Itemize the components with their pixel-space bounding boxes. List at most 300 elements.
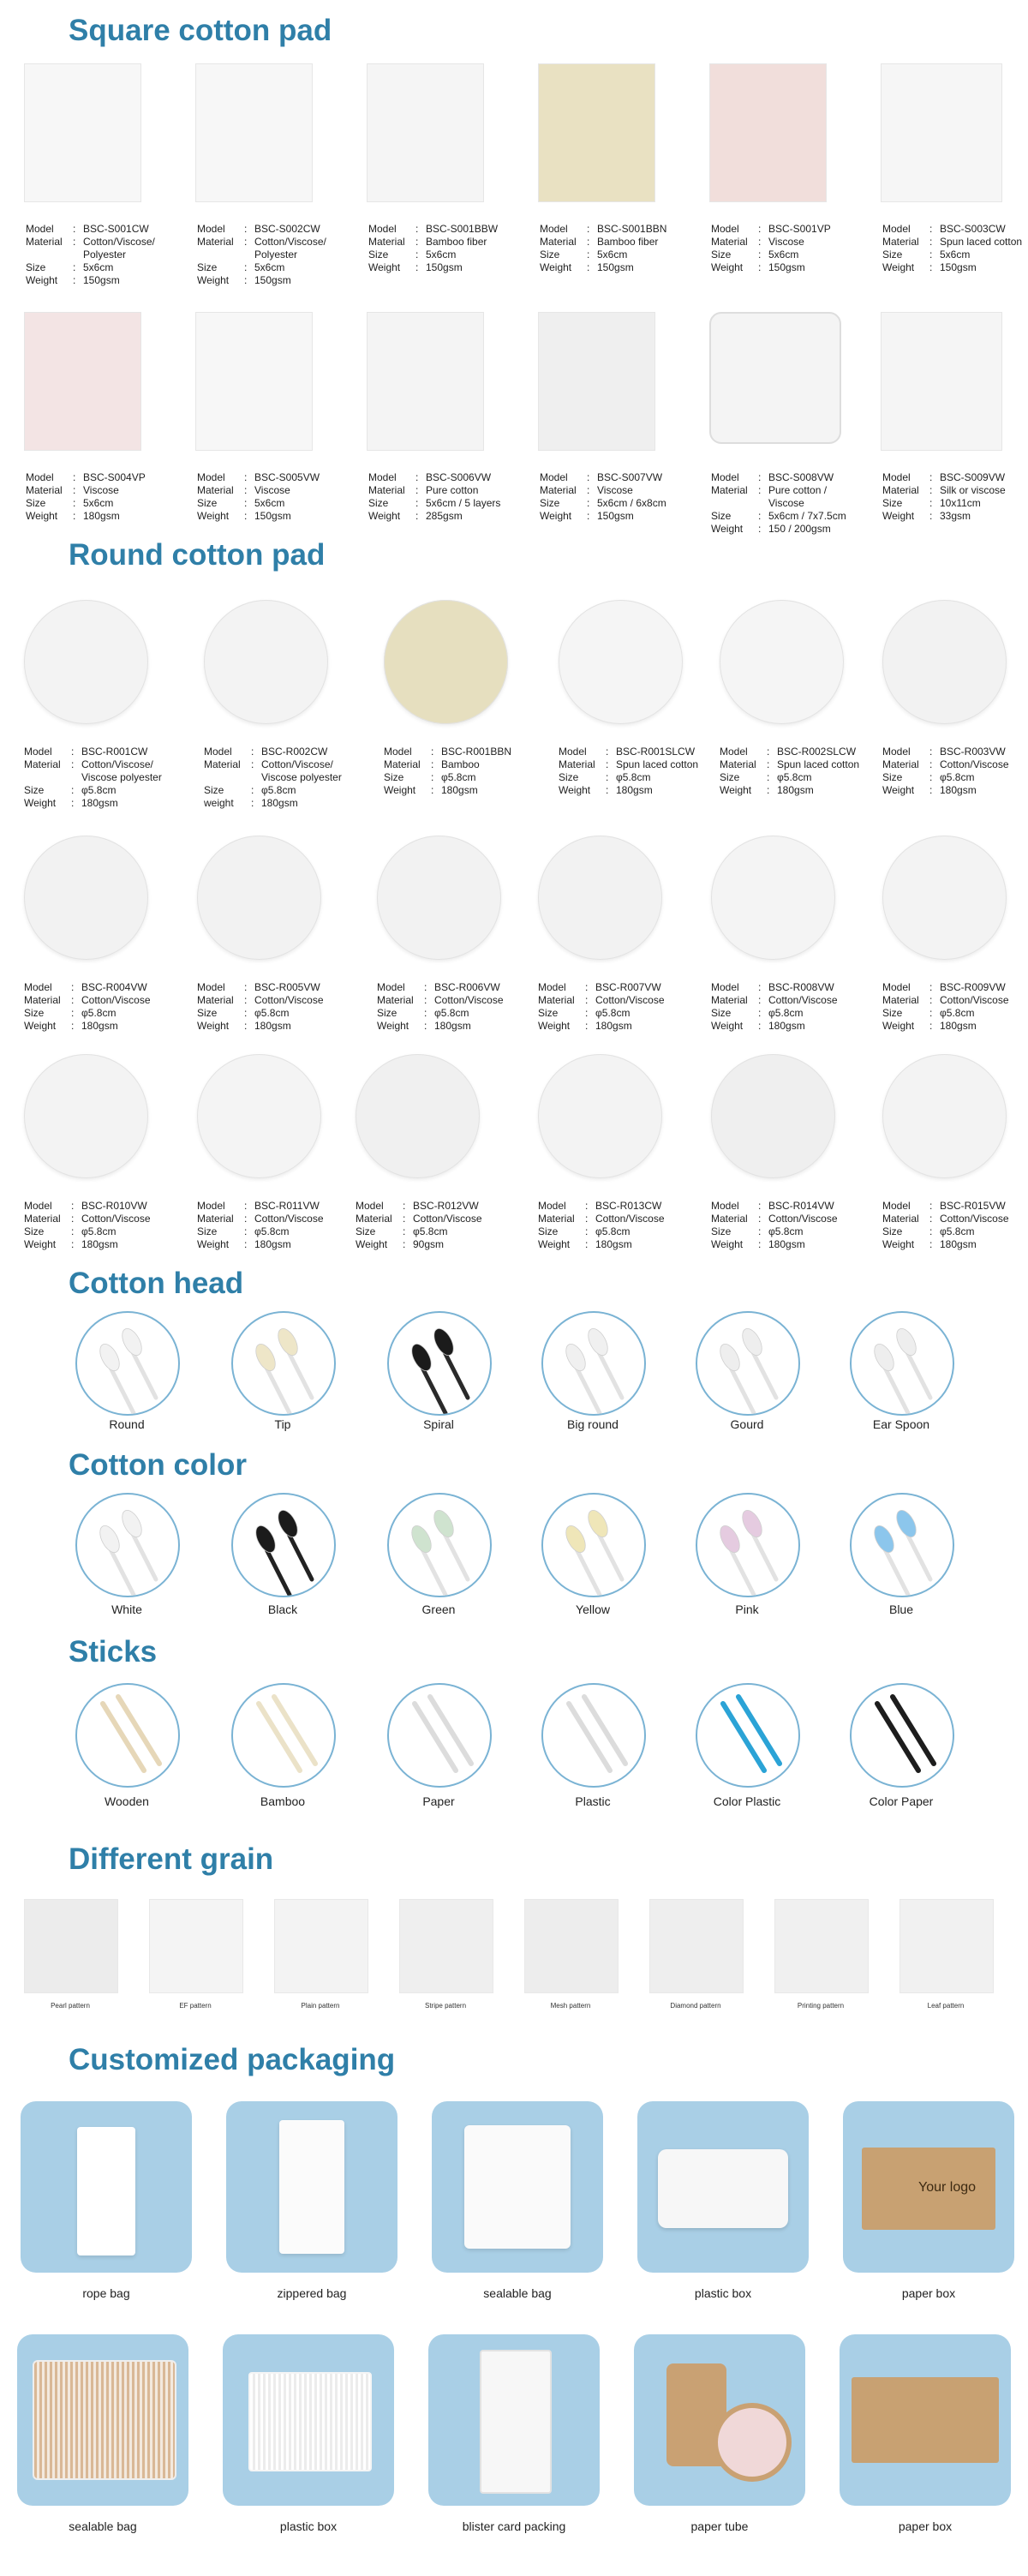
packaging-label: zippered bag — [277, 2286, 347, 2300]
spec-row — [720, 746, 859, 758]
swab-illustration — [77, 1495, 178, 1596]
spec-label: Model — [882, 981, 911, 993]
round-pad-image — [711, 1054, 835, 1178]
spec-row — [711, 1213, 838, 1225]
stick-shape — [730, 1366, 754, 1413]
spec-value-model: BSC-S005VW — [254, 471, 320, 483]
stick-shape — [906, 1351, 930, 1398]
spec-label: Weight — [882, 261, 915, 273]
square-pad-image — [881, 312, 1002, 451]
spec-label: Size — [711, 1225, 732, 1237]
spec-row — [559, 746, 698, 758]
spec-row — [720, 771, 859, 784]
spec-label: Model — [377, 981, 405, 993]
spec-block — [882, 223, 1022, 274]
spec-row — [882, 510, 1006, 523]
spec-label: Weight — [711, 1238, 744, 1250]
spec-block — [26, 471, 146, 523]
blister-card-shape — [480, 2350, 552, 2494]
stick-shape — [444, 1532, 468, 1579]
section-title-color: Cotton color — [69, 1448, 248, 1482]
cotton-tip-shape — [96, 1341, 123, 1374]
spec-colon: : — [73, 261, 76, 273]
spec-row — [882, 1007, 1009, 1020]
spec-row — [204, 758, 356, 784]
round-pad-image — [711, 836, 835, 960]
spec-colon: : — [606, 758, 609, 770]
spec-colon: : — [415, 223, 419, 235]
spec-value-material: Cotton/Viscose — [768, 994, 838, 1006]
spec-value-size: φ5.8cm — [254, 1007, 290, 1019]
spec-label: Material — [711, 484, 748, 496]
spec-value-size: φ5.8cm — [940, 1007, 975, 1019]
spec-row — [197, 510, 320, 523]
spec-value-weight: 150gsm — [940, 261, 977, 273]
spec-row — [711, 1007, 838, 1020]
spec-value-size: 5x6cm / 7x7.5cm — [768, 510, 846, 522]
spec-value-material: Cotton/Viscose/ Viscose polyester — [81, 758, 162, 783]
spec-value-size: φ5.8cm — [261, 784, 296, 796]
cotton-tip-shape — [118, 1507, 146, 1540]
spec-row — [377, 994, 504, 1007]
spec-value-size: φ5.8cm — [81, 1007, 117, 1019]
plastic-box-shape — [658, 2149, 788, 2228]
spec-colon: : — [71, 1225, 75, 1237]
cotton-tip-shape — [562, 1341, 589, 1374]
spec-colon: : — [431, 758, 434, 770]
spec-value-size: φ5.8cm — [81, 1225, 117, 1237]
spec-colon: : — [929, 497, 933, 509]
spec-row — [711, 223, 831, 236]
spec-row — [538, 1238, 665, 1251]
spec-label: Model — [720, 746, 748, 758]
sticks-item-image — [387, 1683, 492, 1788]
round-pad-card — [559, 600, 730, 806]
spec-colon: : — [71, 994, 75, 1006]
spec-label: Weight — [882, 1238, 915, 1250]
spec-colon: : — [244, 274, 248, 286]
stick-shape — [288, 1351, 312, 1398]
spec-label: Material — [26, 484, 63, 496]
spec-colon: : — [585, 1007, 589, 1019]
spec-colon: : — [244, 223, 248, 235]
spec-colon: : — [244, 1213, 248, 1225]
spec-label: Weight — [711, 261, 744, 273]
spec-colon: : — [929, 1007, 933, 1019]
spec-block — [204, 746, 356, 810]
spec-row — [197, 274, 349, 287]
spec-label: Material — [538, 994, 575, 1006]
spec-value-material: Cotton/Viscose — [940, 1213, 1009, 1225]
spec-row — [711, 1225, 838, 1238]
spec-colon: : — [758, 994, 762, 1006]
spec-value-material: Viscose — [597, 484, 633, 496]
swab-illustration — [852, 1313, 953, 1414]
spec-row — [882, 236, 1022, 249]
spec-colon: : — [758, 1213, 762, 1225]
stick-shape — [266, 1548, 290, 1595]
spec-value-size: φ5.8cm — [434, 1007, 469, 1019]
spec-colon: : — [251, 784, 254, 796]
spec-colon: : — [929, 1238, 933, 1250]
spec-label: Weight — [720, 784, 752, 796]
spec-block — [24, 746, 176, 810]
spec-row — [538, 981, 665, 994]
spec-colon: : — [244, 1238, 248, 1250]
stick-shape — [421, 1366, 445, 1413]
swab-illustration — [852, 1495, 953, 1596]
grain-label: Pearl pattern — [51, 2002, 90, 2010]
spec-row — [368, 510, 500, 523]
spec-row — [540, 249, 666, 261]
packaging-label: paper box — [898, 2519, 953, 2533]
sticks-label: Plastic — [575, 1794, 611, 1808]
spec-value-model: BSC-R015VW — [940, 1200, 1006, 1212]
spec-label: Size — [882, 1225, 903, 1237]
cotton-tip-shape — [96, 1523, 123, 1555]
spec-row — [24, 784, 176, 797]
spec-value-model: BSC-S004VP — [83, 471, 146, 483]
colors-item-image — [75, 1493, 180, 1597]
cotton-tip-shape — [252, 1341, 279, 1374]
grain-swatch — [649, 1899, 744, 1993]
spec-block — [720, 746, 859, 797]
spec-label: Material — [882, 994, 919, 1006]
stick-shape — [259, 1704, 300, 1770]
spec-value-model: BSC-S003CW — [940, 223, 1006, 235]
spec-value-size: φ5.8cm — [940, 771, 975, 783]
spec-value-weight: 33gsm — [940, 510, 971, 522]
spec-value-model: BSC-S006VW — [426, 471, 492, 483]
cotton-tip-shape — [252, 1523, 279, 1555]
spec-value-material: Viscose — [83, 484, 119, 496]
round-pad-image — [720, 600, 844, 724]
spec-row — [26, 223, 177, 236]
spec-colon: : — [403, 1238, 406, 1250]
square-pad-card — [881, 60, 1028, 283]
spec-value-material: Cotton/Viscose — [81, 994, 151, 1006]
spec-colon: : — [758, 484, 762, 496]
spec-row — [356, 1238, 482, 1251]
stick-shape — [415, 1704, 456, 1770]
spec-value-size: φ5.8cm — [254, 1225, 290, 1237]
spec-value-material: Cotton/Viscose/ Polyester — [254, 236, 326, 261]
spec-row — [24, 746, 176, 758]
spec-label: Size — [882, 1007, 903, 1019]
heads-item-image — [541, 1311, 646, 1416]
spec-row — [882, 758, 1009, 771]
spec-row — [882, 1200, 1009, 1213]
spec-block — [368, 223, 498, 274]
cotton-tip-shape — [274, 1326, 302, 1358]
spec-block — [882, 471, 1006, 523]
round-pad-image — [197, 836, 321, 960]
spec-row — [26, 484, 146, 497]
spec-colon: : — [244, 510, 248, 522]
sticks-label: Wooden — [105, 1794, 149, 1808]
spec-label: Size — [882, 771, 903, 783]
spec-value-weight: 150gsm — [768, 261, 805, 273]
stick-shape — [288, 1532, 312, 1579]
stick-shape — [569, 1704, 610, 1770]
spec-value-material: Cotton/Viscose — [254, 994, 324, 1006]
spec-row — [197, 1225, 324, 1238]
packaging-image — [223, 2334, 394, 2506]
spec-row — [384, 758, 511, 771]
packaging-label: paper box — [901, 2286, 956, 2300]
spec-value-material: Pure cotton / Viscose — [768, 484, 828, 509]
spec-value-model: BSC-S001BBN — [597, 223, 667, 235]
spec-label: Size — [197, 261, 218, 273]
spec-value-size: 5x6cm — [83, 497, 114, 509]
spec-colon: : — [431, 771, 434, 783]
swab-illustration — [233, 1313, 334, 1414]
spec-block — [711, 981, 838, 1033]
spec-colon: : — [587, 236, 590, 248]
spec-row — [368, 471, 500, 484]
spec-value-weight: 150gsm — [254, 510, 291, 522]
spec-row — [882, 223, 1022, 236]
packaging-label: sealable bag — [483, 2286, 552, 2300]
sticks-label: Paper — [422, 1794, 455, 1808]
spec-row — [540, 261, 666, 274]
spec-colon: : — [415, 249, 419, 261]
stick-shape — [576, 1366, 600, 1413]
spec-value-size: φ5.8cm — [777, 771, 812, 783]
section-title-head: Cotton head — [69, 1267, 244, 1300]
spec-colon: : — [585, 1238, 589, 1250]
spec-label: Material — [384, 758, 421, 770]
sealable-bag-shape — [464, 2125, 571, 2249]
spec-label: Material — [377, 994, 414, 1006]
packaging-label: plastic box — [279, 2519, 338, 2533]
spec-block — [540, 471, 666, 523]
spec-row — [711, 261, 831, 274]
spec-colon: : — [415, 484, 419, 496]
spec-colon: : — [244, 261, 248, 273]
spec-colon: : — [71, 1020, 75, 1032]
spec-label: Model — [26, 223, 54, 235]
round-pad-card — [197, 836, 368, 1041]
spec-value-model: BSC-R001CW — [81, 746, 148, 758]
cotton-tip-shape — [716, 1341, 744, 1374]
packaging-image — [226, 2101, 397, 2273]
spec-colon: : — [585, 981, 589, 993]
spec-colon: : — [585, 994, 589, 1006]
spec-row — [559, 758, 698, 771]
spec-block — [197, 1200, 324, 1251]
spec-colon: : — [415, 510, 419, 522]
heads-item-image — [387, 1311, 492, 1416]
spec-row — [540, 497, 666, 510]
spec-row — [24, 1238, 151, 1251]
spec-value-material: Silk or viscose — [940, 484, 1006, 496]
spec-row — [538, 1213, 665, 1225]
spec-label: Size — [540, 497, 560, 509]
spec-value-material: Spun laced cotton — [616, 758, 699, 770]
spec-colon: : — [758, 1020, 762, 1032]
spec-row — [197, 223, 349, 236]
spec-row — [24, 1225, 151, 1238]
spec-row — [882, 497, 1006, 510]
spec-colon: : — [403, 1225, 406, 1237]
spec-label: Material — [540, 484, 577, 496]
spec-colon: : — [929, 994, 933, 1006]
cotton-tip-shape — [408, 1341, 435, 1374]
spec-label: Weight — [26, 510, 58, 522]
square-pad-image — [538, 312, 655, 451]
packaging-label: rope bag — [82, 2286, 130, 2300]
spec-colon: : — [403, 1213, 406, 1225]
spec-row — [197, 1020, 324, 1033]
swab-illustration — [389, 1685, 490, 1786]
spec-block — [197, 223, 349, 287]
spec-label: Model — [368, 223, 397, 235]
spec-colon: : — [929, 1020, 933, 1032]
stick-shape — [132, 1532, 156, 1579]
spec-row — [197, 497, 320, 510]
colors-label: Yellow — [576, 1603, 610, 1616]
spec-value-model: BSC-S008VW — [768, 471, 834, 483]
colors-label: White — [111, 1603, 142, 1616]
spec-value-size: 5x6cm — [83, 261, 114, 273]
spec-label: Model — [882, 471, 911, 483]
spec-colon: : — [415, 261, 419, 273]
spec-value-weight: 180gsm — [83, 510, 120, 522]
spec-colon: : — [251, 797, 254, 809]
spec-label: Material — [711, 236, 748, 248]
spec-label: Size — [24, 1225, 45, 1237]
spec-label: Model — [538, 1200, 566, 1212]
spec-label: Weight — [356, 1238, 388, 1250]
cotton-tip-shape — [716, 1523, 744, 1555]
stick-shape — [110, 1548, 134, 1595]
spec-label: Weight — [711, 523, 744, 535]
spec-value-model: BSC-R014VW — [768, 1200, 834, 1212]
round-pad-image — [384, 600, 508, 724]
round-pad-card — [356, 1054, 527, 1260]
spec-label: Model — [24, 1200, 52, 1212]
spec-value-model: BSC-S007VW — [597, 471, 663, 483]
spec-label: Size — [356, 1225, 376, 1237]
spec-label: Weight — [377, 1020, 409, 1032]
spec-colon: : — [587, 510, 590, 522]
spec-colon: : — [424, 994, 427, 1006]
round-pad-card — [197, 1054, 368, 1260]
spec-block — [882, 746, 1009, 797]
spec-value-material: Spun laced cotton — [940, 236, 1023, 248]
stick-shape — [738, 1697, 780, 1764]
spec-value-model: BSC-S009VW — [940, 471, 1006, 483]
grain-label: Diamond pattern — [670, 2002, 721, 2010]
spec-row — [368, 249, 498, 261]
spec-value-model: BSC-R002SLCW — [777, 746, 857, 758]
stick-shape — [132, 1351, 156, 1398]
cotton-tip-shape — [430, 1326, 457, 1358]
round-pad-image — [24, 1054, 148, 1178]
square-pad-image — [367, 312, 484, 451]
spec-label: Weight — [197, 510, 230, 522]
square-pad-card — [24, 309, 187, 531]
spec-label: Size — [538, 1007, 559, 1019]
spec-label: Model — [24, 981, 52, 993]
spec-row — [197, 484, 320, 497]
round-pad-card — [882, 600, 1028, 806]
spec-label: Material — [197, 994, 234, 1006]
spec-row — [26, 261, 177, 274]
spec-value-model: BSC-S001CW — [83, 223, 149, 235]
spec-value-material: Cotton/Viscose/ Viscose polyester — [261, 758, 342, 783]
spec-label: Weight — [368, 261, 401, 273]
spec-label: Model — [711, 1200, 739, 1212]
spec-value-size: φ5.8cm — [441, 771, 476, 783]
spec-value-weight: 180gsm — [261, 797, 298, 809]
spec-colon: : — [606, 771, 609, 783]
round-pad-card — [882, 1054, 1028, 1260]
spec-label: Model — [197, 981, 225, 993]
spec-value-model: BSC-R011VW — [254, 1200, 320, 1212]
spec-label: Material — [356, 1213, 392, 1225]
spec-colon: : — [929, 249, 933, 261]
spec-colon: : — [585, 1213, 589, 1225]
spec-value-material: Bamboo — [441, 758, 480, 770]
spec-label: Weight — [882, 510, 915, 522]
spec-colon: : — [71, 1238, 75, 1250]
colors-label: Blue — [888, 1603, 914, 1616]
spec-value-material: Spun laced cotton — [777, 758, 860, 770]
spec-colon: : — [71, 746, 75, 758]
section-title-square: Square cotton pad — [69, 14, 332, 47]
colors-label: Black — [267, 1603, 298, 1616]
spec-value-model: BSC-S002CW — [254, 223, 320, 235]
cotton-tip-shape — [893, 1507, 920, 1540]
spec-row — [540, 223, 666, 236]
spec-label: Material — [882, 758, 919, 770]
round-pad-image — [377, 836, 501, 960]
heads-label: Ear Spoon — [872, 1417, 930, 1431]
round-pad-image — [24, 600, 148, 724]
cotton-tip-shape — [408, 1523, 435, 1555]
spec-block — [711, 471, 863, 536]
spec-label: Model — [711, 223, 739, 235]
spec-row — [384, 746, 511, 758]
spec-value-weight: 180gsm — [254, 1020, 291, 1032]
spec-colon: : — [244, 497, 248, 509]
spec-row — [368, 497, 500, 510]
spec-colon: : — [587, 223, 590, 235]
spec-colon: : — [758, 981, 762, 993]
heads-label: Big round — [567, 1417, 619, 1431]
spec-row — [711, 510, 863, 523]
spec-value-model: BSC-R001BBN — [441, 746, 512, 758]
stick-shape — [598, 1351, 622, 1398]
spec-row — [882, 784, 1009, 797]
spec-block — [356, 1200, 482, 1251]
spec-label: Size — [720, 771, 740, 783]
round-pad-card — [384, 600, 555, 806]
spec-value-size: φ5.8cm — [595, 1007, 631, 1019]
spec-value-size: φ5.8cm — [413, 1225, 448, 1237]
spec-label: Material — [368, 484, 405, 496]
spec-value-weight: 180gsm — [254, 1238, 291, 1250]
cotton-tip-shape — [893, 1326, 920, 1358]
square-pad-card — [367, 309, 529, 531]
square-pad-card — [195, 309, 358, 531]
spec-label: Weight — [197, 1238, 230, 1250]
spec-label: Material — [197, 1213, 234, 1225]
spec-colon: : — [758, 523, 762, 535]
spec-label: Weight — [540, 510, 572, 522]
